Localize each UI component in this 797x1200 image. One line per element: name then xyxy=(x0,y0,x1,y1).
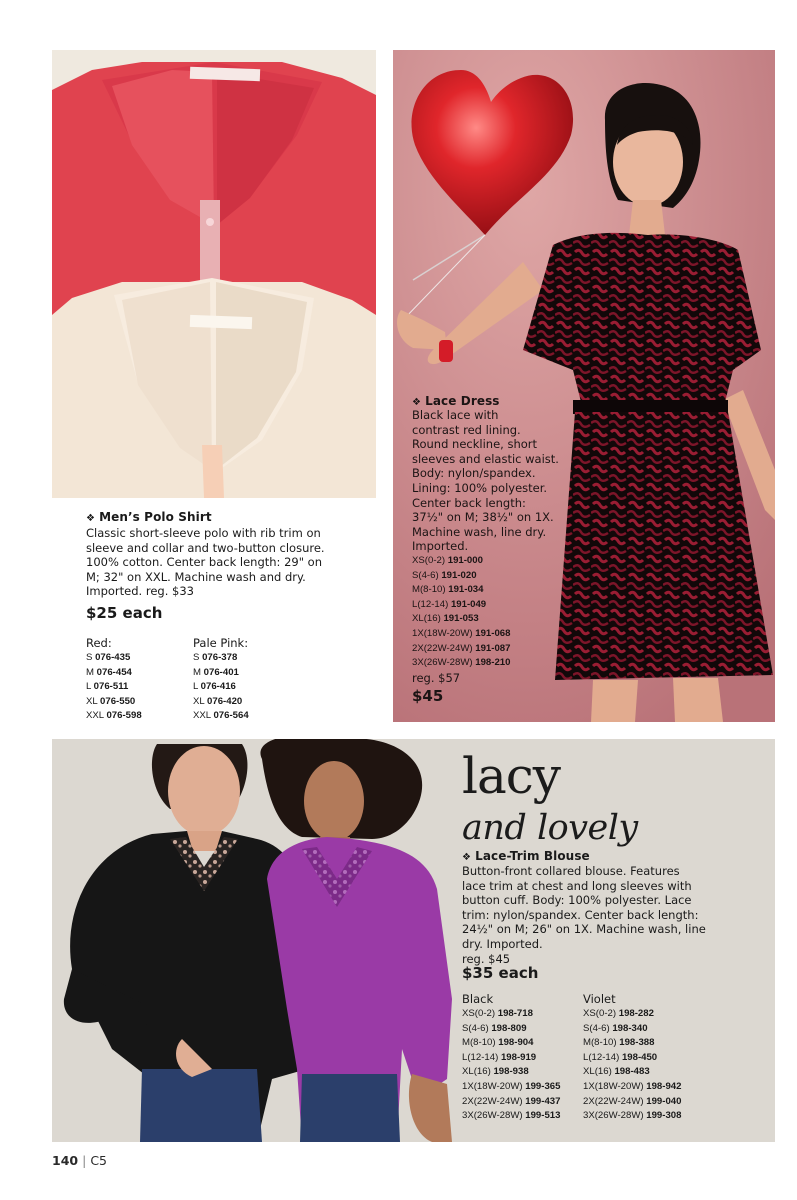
diamond-bullet-icon: ❖ xyxy=(86,513,96,524)
dress-price: $45 xyxy=(412,687,444,706)
sku-size: XS(0-2) xyxy=(462,1008,498,1019)
sku-size: L xyxy=(193,681,201,693)
sku-size: XS(0-2) xyxy=(412,554,448,566)
sku-item xyxy=(86,666,196,681)
sku-code: 199-365 xyxy=(525,1080,561,1092)
sku-item xyxy=(193,695,313,710)
sku-size: S(4-6) xyxy=(583,1022,613,1034)
headline-line-2: and lovely xyxy=(462,808,638,848)
sku-size: 1X(18W-20W) xyxy=(583,1080,647,1092)
sku-size: 1X(18W-20W) xyxy=(412,627,476,639)
dress-product-info xyxy=(412,394,582,705)
sku-code: 198-942 xyxy=(646,1080,682,1092)
sku-code: 076-420 xyxy=(207,695,243,707)
sku-code: 199-040 xyxy=(646,1095,682,1107)
sku-item xyxy=(86,651,196,666)
sku-code: 198-938 xyxy=(493,1066,529,1078)
sku-code: 198-450 xyxy=(621,1051,658,1063)
sku-item xyxy=(412,583,582,598)
catalog-code: C5 xyxy=(90,1153,107,1168)
sku-size: M xyxy=(193,666,204,678)
sku-size: 2X(22W-24W) xyxy=(412,642,476,654)
sku-list xyxy=(193,651,313,724)
section-headline xyxy=(462,747,762,848)
sku-item xyxy=(583,1007,703,1022)
sku-size: 2X(22W-24W) xyxy=(462,1095,526,1107)
sku-item xyxy=(193,709,313,724)
sku-code: 198-718 xyxy=(497,1008,533,1019)
color-name: Violet xyxy=(583,992,616,1006)
sku-item xyxy=(462,1036,582,1051)
sku-size: S xyxy=(193,652,203,663)
polo-color-red xyxy=(86,636,196,724)
sku-item xyxy=(193,680,313,695)
sku-item xyxy=(412,627,582,642)
sku-size: XS(0-2) xyxy=(583,1008,619,1019)
sku-size: L(12-14) xyxy=(462,1051,501,1063)
sku-code: 199-513 xyxy=(525,1110,561,1122)
sku-item xyxy=(193,651,313,666)
sku-size: XXL xyxy=(193,710,214,722)
sku-size: M(8-10) xyxy=(412,584,449,596)
blouse-color-black xyxy=(462,992,582,1124)
color-name: Red: xyxy=(86,636,112,650)
sku-code: 076-598 xyxy=(106,710,142,722)
sku-code: 076-378 xyxy=(202,652,238,663)
blouse-price: $35 each xyxy=(462,964,539,983)
blouse-description: Button-front collared blouse. Features lace trim at chest and long sleeves with button cuff. Body: 100% polyester. Lace trim: nylon/spandex. Center back length: 24½" on M; 26" on 1X. Machine wash, line dry. Imported. reg. $45 xyxy=(462,864,762,966)
sku-size: 3X(26W-28W) xyxy=(412,657,476,669)
polo-description: Classic short-sleeve polo with rib trim on sleeve and collar and two-button closure. 100% cotton. Center back length: 29" on M; 32" on XXL. Machine wash and dry. Imported. reg. $33 xyxy=(86,526,325,599)
sku-item xyxy=(462,1109,582,1124)
sku-item xyxy=(412,642,582,657)
footer-separator: | xyxy=(82,1153,87,1168)
sku-item xyxy=(462,1095,582,1110)
sku-code: 076-564 xyxy=(213,710,249,722)
blouse-title: ❖ Lace-Trim Blouse xyxy=(462,849,590,863)
sku-code: 076-401 xyxy=(203,666,239,678)
sku-item xyxy=(583,1022,703,1037)
sku-code: 076-550 xyxy=(100,695,136,707)
sku-size: XL(16) xyxy=(412,613,444,625)
sku-size: S xyxy=(86,652,96,663)
sku-code: 198-340 xyxy=(612,1022,648,1034)
sku-item xyxy=(412,569,582,584)
sku-code: 198-282 xyxy=(618,1008,654,1019)
sku-item xyxy=(583,1051,703,1066)
sku-code: 199-308 xyxy=(646,1110,682,1122)
polo-title: ❖ Men’s Polo Shirt xyxy=(86,510,212,524)
headline-line-1: lacy xyxy=(462,747,561,805)
sku-item xyxy=(462,1080,582,1095)
color-name: Pale Pink: xyxy=(193,636,249,650)
sku-code: 191-049 xyxy=(450,598,487,610)
sku-size: M(8-10) xyxy=(583,1037,620,1049)
page-number: 140 xyxy=(52,1153,79,1168)
sku-item xyxy=(462,1065,582,1080)
sku-code: 198-483 xyxy=(614,1066,650,1078)
sku-list xyxy=(583,1007,703,1124)
polo-shirt-photo xyxy=(52,50,376,498)
sku-code: 198-210 xyxy=(475,657,511,669)
sku-size: XL(16) xyxy=(583,1066,615,1078)
sku-size: 2X(22W-24W) xyxy=(583,1095,647,1107)
sku-item xyxy=(462,1022,582,1037)
sku-code: 076-511 xyxy=(93,681,129,693)
sku-size: XL xyxy=(86,695,101,707)
sku-code: 076-454 xyxy=(96,666,132,678)
sku-size: L xyxy=(86,681,94,693)
sku-code: 191-000 xyxy=(447,554,483,566)
dress-title: ❖ Lace Dress xyxy=(412,394,500,408)
sku-size: S(4-6) xyxy=(462,1022,492,1034)
sku-code: 191-087 xyxy=(475,642,511,654)
sku-code: 198-809 xyxy=(491,1022,527,1034)
sku-item xyxy=(412,656,582,671)
blouse-color-violet xyxy=(583,992,703,1124)
sku-code: 199-437 xyxy=(525,1095,561,1107)
sku-size: 1X(18W-20W) xyxy=(462,1080,526,1092)
sku-item xyxy=(86,695,196,710)
sku-size: XL xyxy=(193,695,208,707)
sku-code: 198-904 xyxy=(498,1037,534,1049)
polo-color-pale-pink xyxy=(193,636,313,724)
sku-size: XXL xyxy=(86,710,107,722)
sku-size: L(12-14) xyxy=(412,598,451,610)
sku-item xyxy=(583,1036,703,1051)
color-name: Black xyxy=(462,992,494,1006)
sku-item xyxy=(86,709,196,724)
sku-code: 198-919 xyxy=(500,1051,537,1063)
sku-code: 076-416 xyxy=(200,681,236,693)
sku-item xyxy=(583,1095,703,1110)
sku-item xyxy=(462,1051,582,1066)
sku-item xyxy=(193,666,313,681)
sku-list xyxy=(412,554,582,671)
sku-code: 076-435 xyxy=(95,652,131,663)
sku-size: 3X(26W-28W) xyxy=(462,1110,526,1122)
polo-product-info xyxy=(86,510,376,622)
blouse-product-info xyxy=(462,849,762,982)
sku-size: S(4-6) xyxy=(412,569,442,581)
sku-code: 198-388 xyxy=(619,1037,655,1049)
sku-size: XL(16) xyxy=(462,1066,494,1078)
sku-item xyxy=(412,612,582,627)
sku-item xyxy=(583,1065,703,1080)
sku-item xyxy=(583,1080,703,1095)
sku-size: 3X(26W-28W) xyxy=(583,1110,647,1122)
dress-regular-price: reg. $57 xyxy=(412,670,461,685)
sku-code: 191-034 xyxy=(448,584,484,596)
sku-item xyxy=(412,554,582,569)
sku-code: 191-020 xyxy=(441,569,477,581)
sku-item xyxy=(583,1109,703,1124)
sku-size: M xyxy=(86,666,97,678)
sku-list xyxy=(86,651,196,724)
diamond-bullet-icon: ❖ xyxy=(462,852,472,863)
sku-item xyxy=(86,680,196,695)
polo-price: $25 each xyxy=(86,603,163,622)
sku-item xyxy=(412,598,582,613)
sku-code: 191-053 xyxy=(443,613,479,625)
diamond-bullet-icon: ❖ xyxy=(412,397,422,408)
polo-shirt-illustration xyxy=(52,50,376,498)
sku-size: L(12-14) xyxy=(583,1051,622,1063)
sku-list xyxy=(462,1007,582,1124)
blouse-regular-price: reg. $45 xyxy=(462,951,511,966)
sku-size: M(8-10) xyxy=(462,1037,499,1049)
page-footer xyxy=(52,1153,107,1168)
sku-code: 191-068 xyxy=(475,627,511,639)
dress-description: Black lace with contrast red lining. Round neckline, short sleeves and elastic waist. Body: nylon/spandex. Lining: 100% polyester. Center back length: 37½" on M; 38½" on 1X. Machine wash, line dry. Imported. xyxy=(412,408,559,554)
sku-item xyxy=(462,1007,582,1022)
